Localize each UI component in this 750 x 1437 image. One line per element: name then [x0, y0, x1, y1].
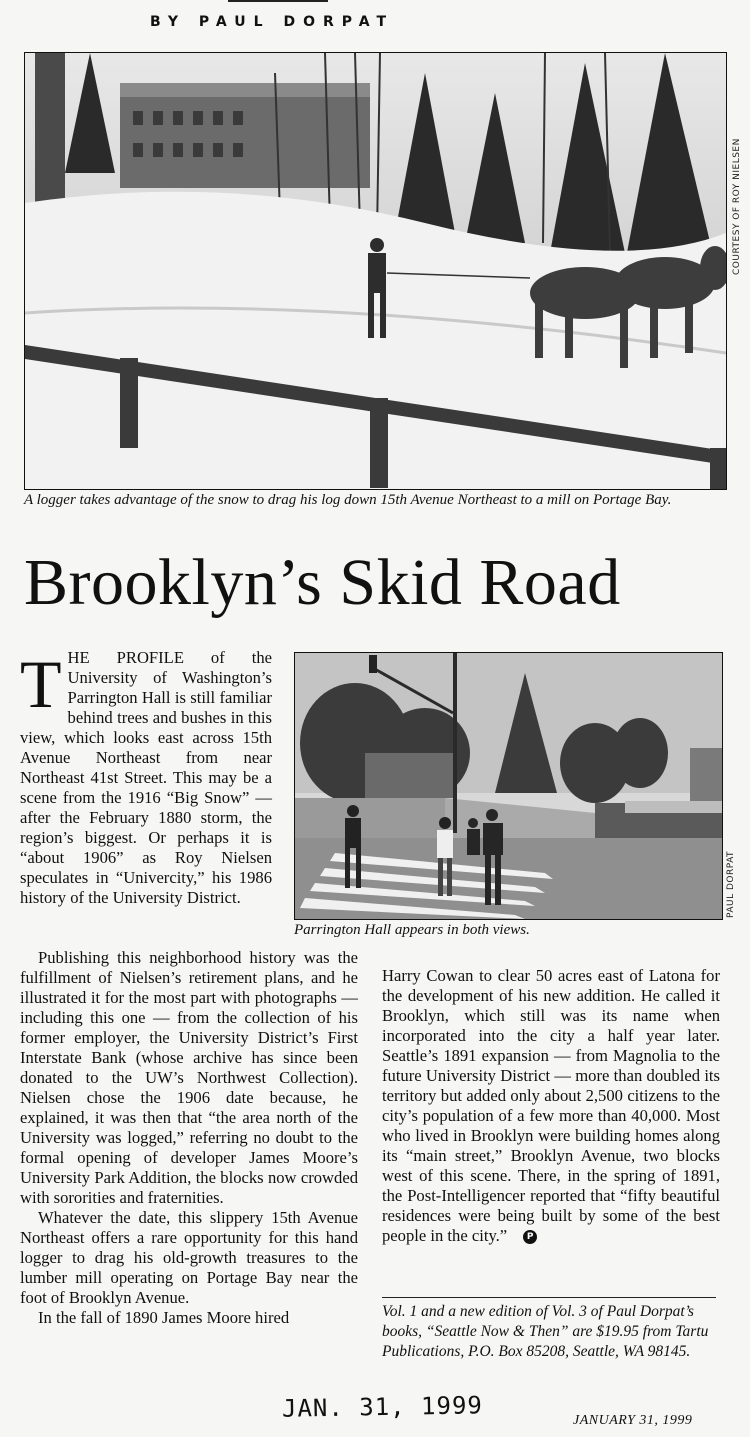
- article-column-1: [20, 648, 272, 908]
- top-rule: [228, 0, 328, 2]
- article-column-2: [382, 966, 720, 1246]
- crosswalk-scene-illustration: [295, 653, 722, 919]
- end-mark-icon: P: [523, 1230, 537, 1244]
- photo2-caption: Parrington Hall appears in both views.: [294, 922, 530, 938]
- snow-scene-illustration: [25, 53, 726, 489]
- drop-cap: T: [20, 646, 62, 722]
- handwritten-date: JAN. 31, 1999: [281, 1391, 484, 1423]
- article-paragraph-3: Whatever the date, this slippery 15th Avenue Northeast offers a rare opportunity for this hand logger to drag his old-growth treasures to the lumber mill operating on Portage Bay near the foot of Brooklyn Avenue.: [20, 1208, 358, 1307]
- headline: Brooklyn’s Skid Road: [24, 546, 621, 619]
- book-note: Vol. 1 and a new edition of Vol. 3 of Paul Dorpat’s books, “Seattle Now & Then” are $19.95 from Tartu Publications, P.O. Box 85208, Seattle, WA 98145.: [382, 1303, 709, 1360]
- print-date: JANUARY 31, 1999: [573, 1413, 693, 1428]
- article-paragraph-5: [382, 966, 720, 1246]
- note-divider: [382, 1297, 716, 1298]
- paragraph-5-text: Harry Cowan to clear 50 acres east of Latona for the development of his new addition. He called it Brooklyn, which still was its name when incorporated into the city a half year later. Seattle’s 1891 expansion — from Magnolia to the future University District — more than doubled its territory but added only about 2,500 citizens to the city’s population of a few more than 40,000. Most who lived in Brooklyn were building homes along its “main street,” Brooklyn Avenue, two blocks west of this scene. There, in the spring of 1891, the Post-Intelligencer reported that “fifty beautiful residences were being built by some of the best people in the city.”: [382, 966, 720, 1245]
- article-paragraph-4: In the fall of 1890 James Moore hired: [38, 1308, 290, 1327]
- paragraph-1-text: HE PROFILE of the University of Washington’s Parrington Hall is still familiar behind trees and bushes in this view, which looks east across 15th Avenue Northeast from near Northeast 41st Street. This may be a scene from the 1916 “Big Snow” — after the February 1880 storm, the region’s biggest. Or perhaps it is “about 1906” as Roy Nielsen speculates in “Univercity,” his 1986 history of the University District.: [20, 648, 272, 907]
- article-paragraph-1: [20, 648, 272, 908]
- crosswalk-photo: [294, 652, 723, 920]
- photo1-credit: COURTESY OF ROY NIELSEN: [732, 138, 742, 275]
- photo1-caption: A logger takes advantage of the snow to drag his log down 15th Avenue Northeast to a mill on Portage Bay.: [24, 492, 672, 508]
- photo2-credit: PAUL DORPAT: [726, 850, 736, 918]
- article-column-1-lower: [20, 948, 358, 1328]
- snow-logger-photo: [24, 52, 727, 490]
- article-paragraph-2: Publishing this neighborhood history was the fulfillment of Nielsen’s retirement plans, and he illustrated it for the most part with photographs — including this one — from the collection of his former employer, the University District’s First Interstate Bank (whose archive has since been donated to the UW’s Northwest Collection). Nielsen chose the 1906 date because, he explained, it was then that “the area north of the University was logged,” referring no doubt to the formal opening of developer James Moore’s University Park Addition, the blocks now crowded with sororities and fraternities.: [20, 948, 358, 1207]
- byline: BY PAUL DORPAT: [150, 14, 395, 30]
